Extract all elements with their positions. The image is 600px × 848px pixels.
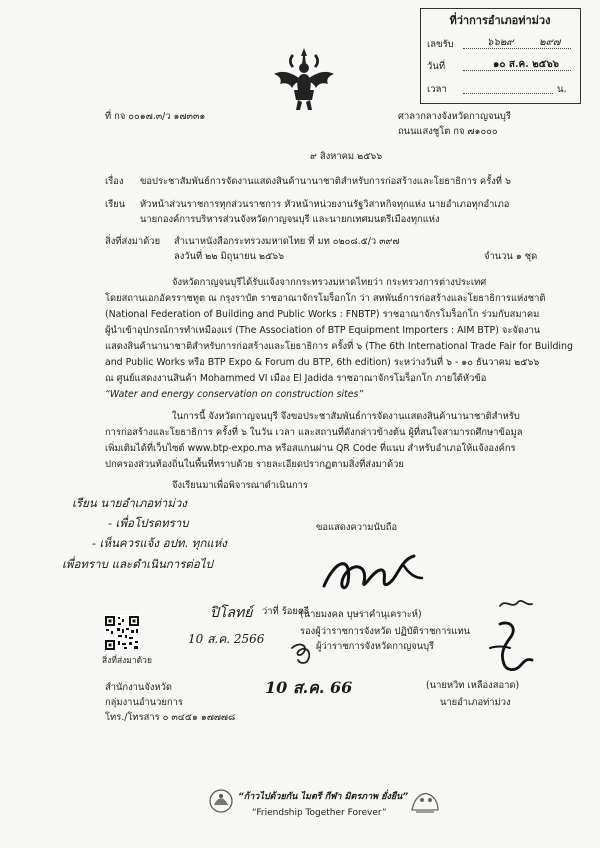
body-p1-line: and Public Works หรือ BTP Expo & Forum du BTP, 6th edition) ระหว่างวันที่ ๖ - ๑๐ ธันวาคม ๒๕๖๖ <box>105 357 540 368</box>
stamp-time-unit: น. <box>557 84 567 95</box>
office-address: ถนนแสงชูโต กจ ๗๑๐๐๐ <box>398 126 498 137</box>
sender-phone: โทร./โทรสาร ๐ ๓๔๕๑ ๑๗๗๗๘ <box>105 712 236 723</box>
stamp-receipt-value-2: ๒๙๗ <box>539 37 561 48</box>
handwritten-note-line: - เพื่อโปรดทราบ <box>108 516 189 530</box>
subject-label: เรื่อง <box>105 176 124 187</box>
body-p1-line: (National Federation of Building and Public Works : FNBTP) ราชอาณาจักรโมร็อกโก ร่วมกับสมาคม <box>105 309 540 320</box>
closing-regards: ขอแสดงความนับถือ <box>316 522 398 533</box>
district-signature-icon <box>470 618 540 678</box>
garuda-emblem-icon <box>272 44 336 114</box>
slogan-thai: “ก้าวไปด้วยกัน ไมตรี กีฬา มิตรภาพ ยั่งยืน” <box>238 792 409 802</box>
mascot-logo-icon <box>408 786 442 814</box>
body-p1-line: จังหวัดกาญจนบุรีได้รับแจ้งจากกระทรวงมหาดไทยว่า กระทรวงการต่างประเทศ <box>172 277 487 288</box>
approve-rank: ว่าที่ ร้อยตรี <box>262 606 309 617</box>
body-p2-line: ปกครองส่วนท้องถิ่นในพื้นที่ทราบด้วย รายละเอียดปรากฏตามสิ่งที่ส่งมาด้วย <box>105 459 404 470</box>
sender-unit: กลุ่มงานอำนวยการ <box>105 697 183 708</box>
slogan-english: “Friendship Together Forever” <box>252 808 387 818</box>
signer-name: (นายมงคล บุษราคำนุเคราะห์) <box>300 609 422 620</box>
handwritten-receive-date: 10 ส.ค. 66 <box>265 678 353 697</box>
body-p2-line: การก่อสร้างและโยธาธิการ ครั้งที่ ๖ ในวัน เวลา และสถานที่ดังกล่าวข้างต้น ผู้ที่สนใจสามารถศึกษาข้อมูล <box>105 427 523 438</box>
body-p1-line: แสดงสินค้านานาชาติสำหรับการก่อสร้างและโยธาธิการ ครั้งที่ ๖ (The 6th International Trade Fair for Building <box>105 341 573 352</box>
province-logo-icon <box>208 788 234 814</box>
handwritten-date: 10 ส.ค. 2566 <box>188 632 265 646</box>
handwritten-note-line: เพื่อทราบ และดำเนินการต่อไป <box>62 557 213 571</box>
letter-date: ๙ สิงหาคม ๒๕๖๖ <box>310 151 383 162</box>
addressee-label: เรียน <box>105 199 126 210</box>
addressee-line-2: นายกองค์การบริหารส่วนจังหวัดกาญจนบุรี และนายกเทศมนตรีเมืองทุกแห่ง <box>140 214 440 225</box>
enclosure-line-2: ลงวันที่ ๒๒ มิถุนายน ๒๕๖๖ <box>174 251 285 262</box>
body-p1-line: ผู้นำเข้าอุปกรณ์การทำเหมืองแร่ (The Association of BTP Equipment Importers : AIM BTP) จะจัดงาน <box>105 325 541 336</box>
stamp-time-label: เวลา <box>427 84 447 95</box>
district-chief-title: นายอำเภอท่าม่วง <box>440 697 511 708</box>
signer-title-2: ผู้ว่าราชการจังหวัดกาญจนบุรี <box>316 641 435 652</box>
sender-office: สำนักงานจังหวัด <box>105 682 172 693</box>
closing-request: จึงเรียนมาเพื่อพิจารณาดำเนินการ <box>172 480 308 491</box>
enclosure-label: สิ่งที่ส่งมาด้วย <box>105 236 161 247</box>
governor-signature-icon <box>318 548 428 600</box>
handwritten-note-line: เรียน นายอำเภอท่าม่วง <box>72 496 187 510</box>
signer-title-1: รองผู้ว่าราชการจังหวัด ปฏิบัติราชการแทน <box>300 626 471 637</box>
enclosure-line-1: สำเนาหนังสือกระทรวงมหาดไทย ที่ มท ๐๒๐๘.๕/ว ๓๙๗ <box>174 236 400 247</box>
office-name: ศาลากลางจังหวัดกาญจนบุรี <box>398 111 511 122</box>
body-p2-line: ในการนี้ จังหวัดกาญจนบุรี จึงขอประชาสัมพันธ์การจัดงานแสดงสินค้านานาชาติสำหรับ <box>172 411 520 422</box>
stamp-date-label: วันที่ <box>427 61 446 72</box>
qr-code-icon[interactable] <box>104 615 140 651</box>
stamp-title: ที่ว่าการอำเภอท่าม่วง <box>449 14 551 27</box>
qr-label: สิ่งที่ส่งมาด้วย <box>102 656 152 666</box>
addressee-line-1: หัวหน้าส่วนราชการทุกส่วนราชการ หัวหน้าหน่วยงานรัฐวิสาหกิจทุกแห่ง นายอำเภอทุกอำเภอ <box>140 199 510 210</box>
handwritten-note-line: - เห็นควรแจ้ง อปท. ทุกแห่ง <box>92 536 227 550</box>
body-p2-line: เพิ่มเติมได้ที่เว็บไซต์ www.btp-expo.ma หรือสแกนผ่าน QR Code ที่แนบ สำหรับอำเภอให้แจ้งองค์กร <box>105 443 516 454</box>
stamp-date-value: ๑๐ ส.ค. ๒๕๖๖ <box>493 59 560 70</box>
body-p1-line: “Water and energy conservation on construction sites” <box>105 389 364 400</box>
doc-number: ที่ กจ ๐๐๑๗.๓/ว ๑๗๓๓๑ <box>105 111 206 122</box>
body-p1-line: ณ ศูนย์แสดงงานสินค้า Mohammed VI เมือง El Jadida ราชอาณาจักรโมร็อกโก ภายใต้หัวข้อ <box>105 373 487 384</box>
district-chief-name: (นายหวิท เหลืองสอาด) <box>426 680 520 691</box>
body-p1-line: โดยสถานเอกอัครราชทูต ณ กรุงราบัต ราชอาณาจักรโมร็อกโก ว่า สหพันธ์การก่อสร้างและโยธาธิการแห่งชาติ <box>105 293 546 304</box>
district-initial-icon <box>496 596 536 612</box>
enclosure-count: จำนวน ๑ ชุด <box>484 251 538 262</box>
initial-mark-icon <box>288 638 316 668</box>
subject-text: ขอประชาสัมพันธ์การจัดงานแสดงสินค้านานาชาติสำหรับการก่อสร้างและโยธาธิการ ครั้งที่ ๖ <box>140 176 511 187</box>
receipt-stamp <box>420 8 581 104</box>
stamp-receipt-label: เลขรับ <box>427 39 454 50</box>
handwritten-initials: ปิโลทย์ <box>210 605 253 621</box>
stamp-receipt-value: ๖๖๒๙ <box>487 37 514 48</box>
